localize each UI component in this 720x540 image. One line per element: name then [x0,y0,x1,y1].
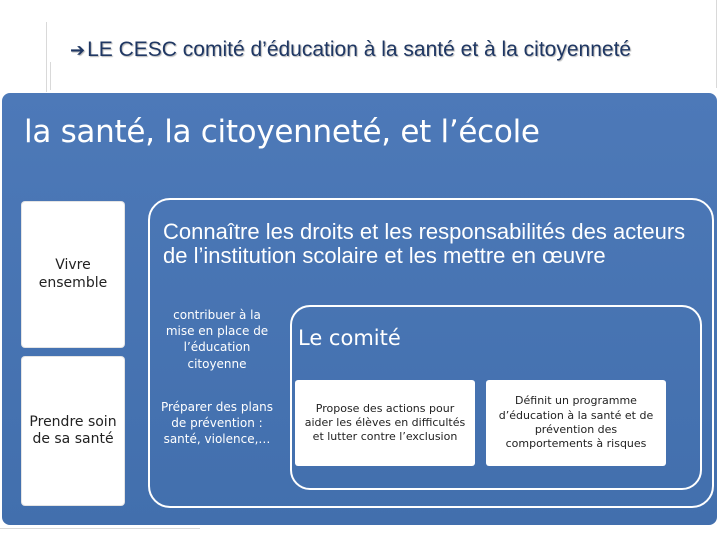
objective-prevention: Préparer des plans de prévention : santé, violence,… [160,400,274,447]
committee-card-actions [295,380,475,466]
side-box-soin-sante [22,357,124,505]
slide-title-text: LE CESC comité d’éducation à la santé et à la citoyenneté [87,38,632,61]
side-box-label: Vivre ensemble [38,257,108,291]
arrow-right-icon: ➔ [70,40,86,60]
frame-line-left [46,22,47,92]
side-box-label: Prendre soin de sa santé [29,413,117,447]
slide-title [70,38,720,62]
frame-line-left-inner [50,62,51,90]
outer-frame-text: Connaître les droits et les responsabilités des acteurs de l’institution scolaire et les mettre en œuvre [163,219,686,268]
card-text: Définit un programme d’éducation à la santé et de prévention des comportements à risques [498,394,654,451]
side-box-vivre-ensemble [22,202,124,347]
frame-line-bottom [0,528,200,529]
card-text: Propose des actions pour aider les élèves en difficultés et lutter contre l’exclusion [304,401,466,444]
committee-card-programme [486,380,666,466]
committee-title: Le comité [298,326,401,350]
panel-heading: la santé, la citoyenneté, et l’école [24,114,540,150]
objective-citoyennete: contribuer à la mise en place de l’éducation citoyenne [165,308,269,371]
